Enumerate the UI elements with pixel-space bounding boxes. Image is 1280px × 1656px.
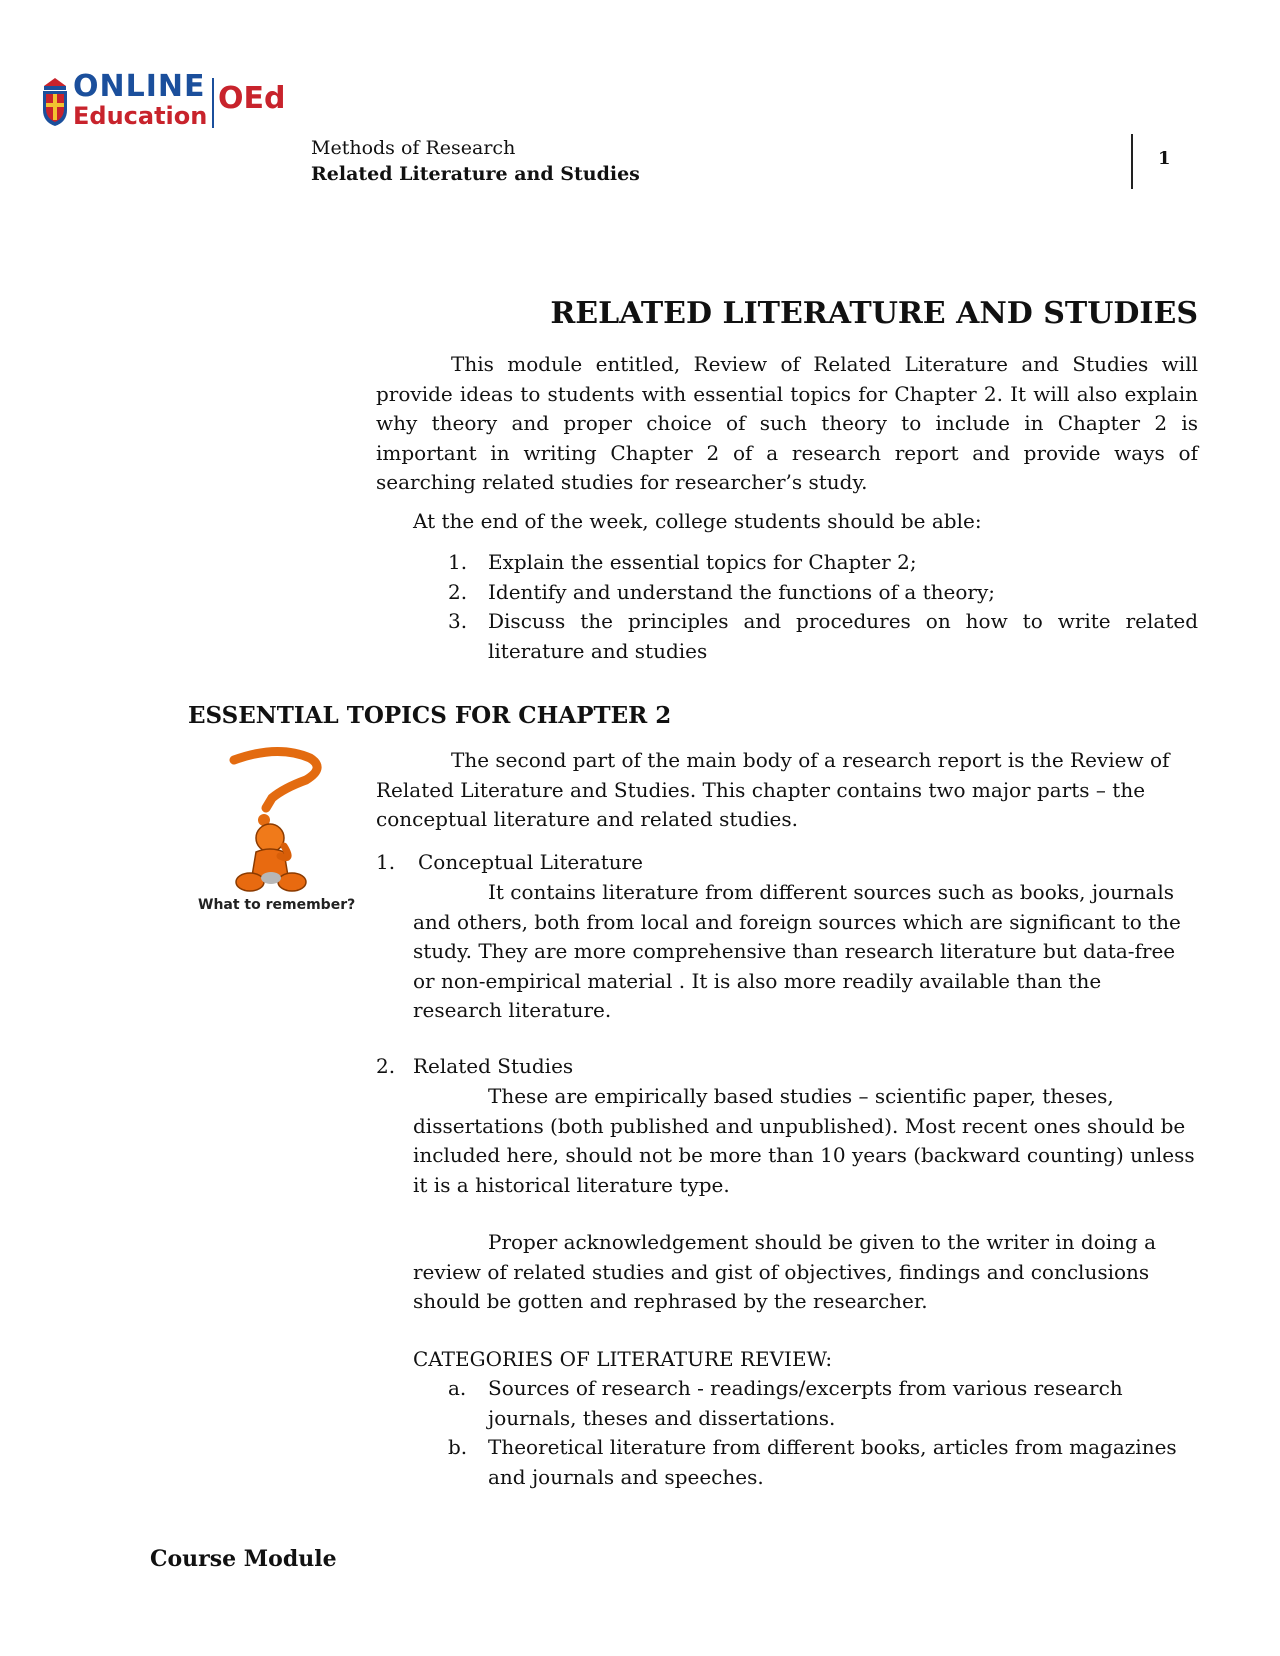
- page-number: 1: [1158, 148, 1171, 169]
- objectives-list: [448, 548, 1198, 666]
- ama-online-education-logo: [40, 70, 290, 134]
- categories-heading: CATEGORIES OF LITERATURE REVIEW:: [413, 1347, 833, 1371]
- header-course: Methods of Research: [311, 137, 516, 159]
- topic-number: 2.: [376, 1054, 396, 1078]
- what-to-remember-icon: [198, 746, 368, 916]
- topic-title-conceptual-literature: Conceptual Literature: [418, 850, 644, 874]
- page-title: RELATED LITERATURE AND STUDIES: [550, 296, 1198, 331]
- list-item-letter: a.: [448, 1376, 467, 1400]
- list-item: [448, 607, 1198, 666]
- icon-caption: What to remember?: [198, 897, 356, 913]
- list-item-text: Discuss the principles and procedures on how to write related literature and studies: [488, 609, 1198, 663]
- list-item-text: Sources of research - readings/excerpts from various research journals, theses and dissertations.: [488, 1376, 1123, 1430]
- objectives-lead: At the end of the week, college students should be able:: [413, 509, 982, 533]
- topic-number: 1.: [376, 850, 396, 874]
- university-crest-icon: [40, 76, 70, 128]
- list-item-text: Identify and understand the functions of a theory;: [488, 579, 996, 604]
- section-heading: ESSENTIAL TOPICS FOR CHAPTER 2: [188, 702, 672, 729]
- list-item-letter: b.: [448, 1435, 468, 1459]
- header-divider: [1131, 134, 1133, 189]
- section-intro-paragraph: The second part of the main body of a research report is the Review of Related Literature and Studies. This chapter contains two major parts – the conceptual literature and related studies.: [376, 748, 1170, 831]
- header-topic: Related Literature and Studies: [311, 163, 640, 185]
- logo-oed-text: OEd: [218, 81, 286, 116]
- list-item-number: 1.: [448, 550, 468, 574]
- list-item: [448, 548, 1198, 578]
- logo-education-text: Education: [73, 102, 208, 130]
- categories-list: [448, 1374, 1198, 1492]
- logo-online-text: ONLINE: [73, 69, 206, 104]
- list-item-number: 2.: [448, 579, 468, 604]
- list-item-text: Explain the essential topics for Chapter 2;: [488, 550, 917, 574]
- logo-divider: [212, 78, 214, 128]
- list-item-number: 3.: [448, 609, 468, 633]
- acknowledgement-paragraph: Proper acknowledgement should be given to the writer in doing a review of related studies and gist of objectives, findings and conclusions should be gotten and rephrased by the researcher.: [413, 1230, 1157, 1313]
- list-item-text: Theoretical literature from different books, articles from magazines and journals and speeches.: [488, 1435, 1177, 1489]
- intro-paragraph: This module entitled, Review of Related Literature and Studies will provide ideas to students with essential topics for Chapter 2. It will also explain why theory and proper choice of such theory to include in Chapter 2 is important in writing Chapter 2 of a research report and provide ways of searching related studies for researcher’s study.: [376, 352, 1198, 494]
- topic-title-related-studies: Related Studies: [413, 1054, 574, 1078]
- footer-course-module: Course Module: [150, 1546, 337, 1572]
- list-item: [448, 578, 1198, 608]
- list-item: [448, 1374, 1198, 1433]
- topic-description-conceptual-literature: It contains literature from different sources such as books, journals and others, both from local and foreign sources which are significant to the study. They are more comprehensive than research literature but data-free or non-empirical material . It is also more readily available than the research literature.: [413, 880, 1181, 1022]
- list-item: [448, 1433, 1198, 1492]
- topic-description-related-studies: These are empirically based studies – scientific paper, theses, dissertations (both published and unpublished). Most recent ones should be included here, should not be more than 10 years (backward counting) unless it is a historical literature type.: [413, 1084, 1195, 1197]
